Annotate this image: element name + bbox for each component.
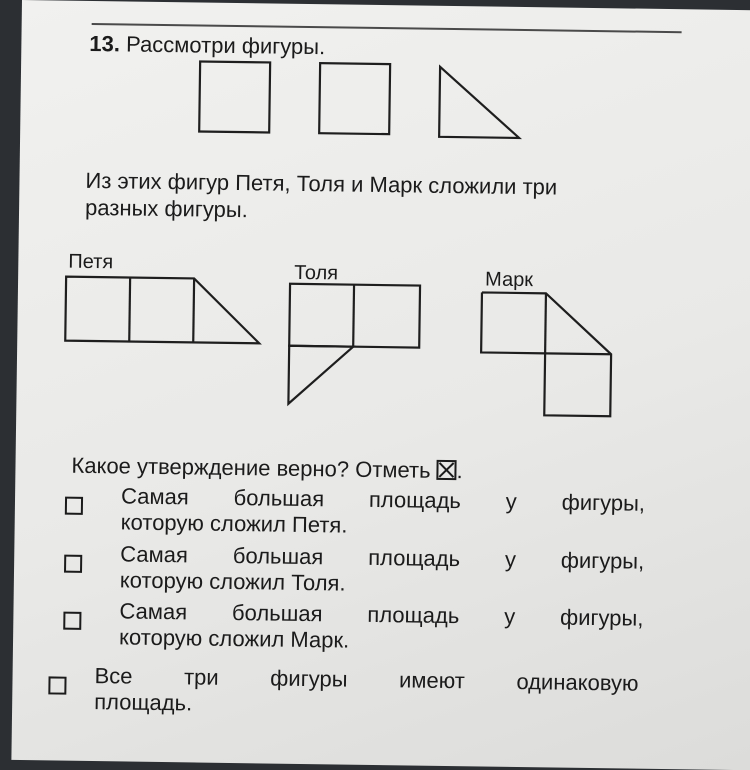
option-2 <box>64 541 645 596</box>
option-3-checkbox[interactable] <box>63 612 81 630</box>
option-3-text <box>119 598 644 657</box>
option-3-line-1: Самая большая площадь у фигуры, <box>119 598 644 631</box>
option-1-text <box>121 483 646 542</box>
mark-figure <box>478 288 630 420</box>
worksheet-page <box>11 0 750 770</box>
option-1-line-2: которую сложил Петя. <box>120 509 348 538</box>
option-1-line-1: Самая большая площадь у фигуры, <box>120 483 646 516</box>
option-2-checkbox[interactable] <box>64 555 82 573</box>
description-line-2: разных фигуры. <box>84 194 248 223</box>
square-shape-1 <box>199 61 270 132</box>
question-prompt: Какое утверждение верно? Отметь . <box>71 452 463 484</box>
option-2-line-1: Самая большая площадь у фигуры, <box>120 541 645 574</box>
checked-box-icon <box>436 460 456 480</box>
figure-label-mark: Марк <box>484 268 534 292</box>
petya-figure <box>63 275 274 350</box>
description-line-1: Из этих фигур Петя, Толя и Марк сложили три <box>85 167 558 200</box>
task-description <box>85 167 686 229</box>
option-3-line-2: которую сложил Марк. <box>118 624 350 653</box>
option-1-checkbox[interactable] <box>65 497 83 515</box>
option-4-text <box>94 663 639 723</box>
option-2-text <box>120 541 645 600</box>
option-4-line-2: площадь. <box>94 689 193 716</box>
option-2-line-2: которую сложил Толя. <box>119 567 346 596</box>
figure-label-petya: Петя <box>68 250 114 274</box>
figure-label-tolya: Толя <box>294 261 339 285</box>
question-text: Какое утверждение верно? Отметь <box>71 452 431 483</box>
tolya-figure <box>286 282 428 414</box>
option-4-line-1: Все три фигуры имеют одинаковую <box>94 663 639 696</box>
task-heading <box>89 31 325 60</box>
task-intro: Рассмотри фигуры. <box>125 31 326 60</box>
square-shape-2 <box>319 63 390 134</box>
task-number: 13. <box>89 30 121 57</box>
triangle-shape <box>439 67 520 138</box>
option-1 <box>65 483 646 538</box>
option-4 <box>49 662 639 716</box>
source-shapes <box>196 58 557 143</box>
option-4-checkbox[interactable] <box>48 676 66 694</box>
